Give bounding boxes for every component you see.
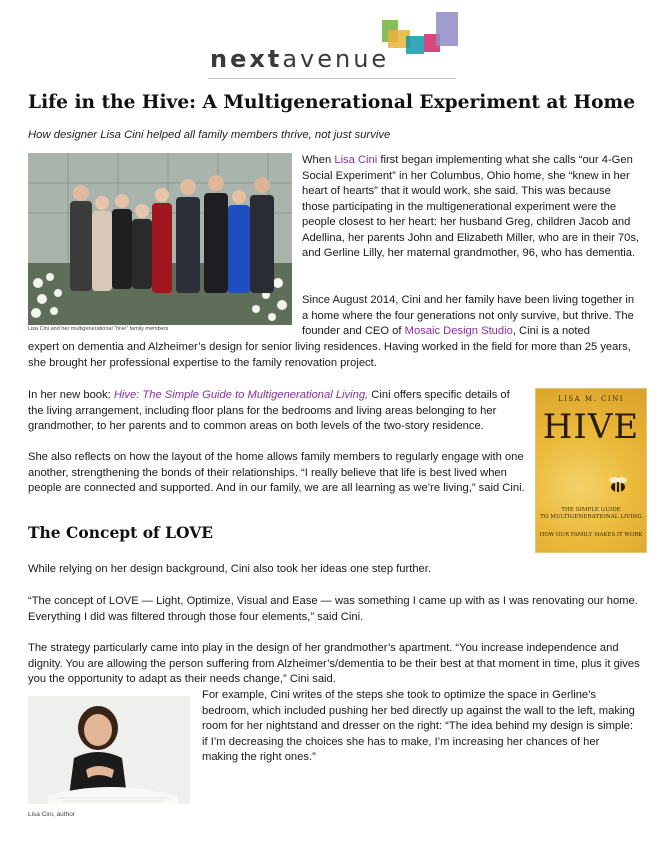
hive-book-cover[interactable]	[535, 388, 647, 553]
paragraph-1	[302, 153, 640, 262]
paragraph-1-text-b: first began implementing what she calls “our 4-Gen Social Experiment” in her Columbus, Ohio home, she “knew in her heart of hearts” that it would work, she said. This was because those participating in the multigenerational experiment were the people closest to her heart: her husband Greg, children Jacob and Adellina, her parents John and Elizabeth Miller, who are in their 70s, and Gerline Lilly, her maternal grandmother, 96, who has dementia.	[302, 154, 640, 259]
paragraph-1-text-a: When	[302, 154, 335, 166]
mosaic-design-studio-link[interactable]: Mosaic Design Studio	[404, 325, 513, 337]
paragraph-4: She also reflects on how the layout of the home allows family members to regularly engage with one another, strengthening the bonds of their relationships. “I really believe that life is best lived when people are connected and supported. And in our family, we are all learning as we’re living,” said Cini.	[28, 451, 525, 494]
family-photo-illustration	[28, 153, 292, 325]
author-photo-illustration	[28, 696, 190, 804]
family-photo-caption: Lisa Cini and her multigenerational “hive” family members	[28, 326, 169, 332]
book-subtitle-line-2: TO MULTIGENERATIONAL LIVING	[540, 514, 642, 520]
hive-book-link[interactable]: Hive: The Simple Guide to Multigenerational Living,	[113, 389, 369, 401]
paragraph-2-top	[302, 293, 638, 340]
paragraph-2-text-a: Since August 2014, Cini and her family have been living together in a home where the four generations not only survive, but thrive. The founder and CEO of	[302, 294, 635, 337]
bee-icon	[605, 472, 631, 498]
author-photo-caption: Lisa Cini, author	[28, 811, 75, 818]
book-title: HIVE	[542, 407, 640, 447]
brand-rest: avenue	[282, 45, 390, 73]
book-subtitle-line-1: THE SIMPLE GUIDE	[561, 507, 621, 513]
next-avenue-logo-icon	[382, 12, 462, 74]
author-photo	[28, 696, 190, 804]
book-subtitle	[539, 507, 643, 521]
section-heading-love: The Concept of LOVE	[28, 523, 214, 542]
book-tagline: HOW OUR FAMILY MAKES IT WORK	[539, 532, 643, 538]
book-author: LISA M. CINI	[557, 395, 625, 403]
paragraph-6: “The concept of LOVE — Light, Optimize, Visual and Ease — was something I came up with as I was renovating our home. Everything I did was filtered through those four elements,” said Cini.	[28, 595, 638, 623]
paragraph-2-bottom: expert on dementia and Alzheimer’s design for senior living residences. Having worked in the field for more than 25 years, she brought her professional expertise to the family renovation project.	[28, 341, 631, 369]
paragraph-3-text-b: Cini offers specific details of the living arrangement, including floor plans for the bedrooms and living areas belonging to her grandmother, to her parents and to common areas on both levels of the two-story residence.	[28, 389, 510, 432]
paragraph-8: For example, Cini writes of the steps she took to optimize the space in Gerline’s bedroom, which included pushing her bed directly up against the wall to the left, making room for her nightstand and dresser on the right: “The idea behind my design is simple: if I’m decreasing the choices she has to make, I’m increasing her chances of her making the right ones.”	[202, 689, 635, 763]
logo-divider	[208, 78, 456, 79]
article-title: Life in the Hive: A Multigenerational Experiment at Home	[28, 92, 636, 113]
paragraph-2-text-b: , Cini is a noted	[512, 325, 590, 337]
paragraph-5: While relying on her design background, Cini also took her ideas one step further.	[28, 563, 431, 575]
article-subtitle: How designer Lisa Cini helped all family members thrive, not just survive	[28, 129, 391, 141]
paragraph-3-text-a: In her new book:	[28, 389, 114, 401]
lisa-cini-link[interactable]: Lisa Cini	[334, 154, 378, 166]
paragraph-3	[28, 388, 528, 435]
brand-bold: next	[210, 45, 283, 73]
paragraph-7: The strategy particularly came into play in the design of her grandmother’s apartment. “You increase independence and dignity. You are allowing the person suffering from Alzheimer’s/dementia to be their best at that moment in time, plus it gives you the opportunity to adapt as their needs change,” Cini said.	[28, 642, 640, 685]
brand-wordmark[interactable]	[210, 45, 389, 73]
family-photo	[28, 153, 292, 325]
